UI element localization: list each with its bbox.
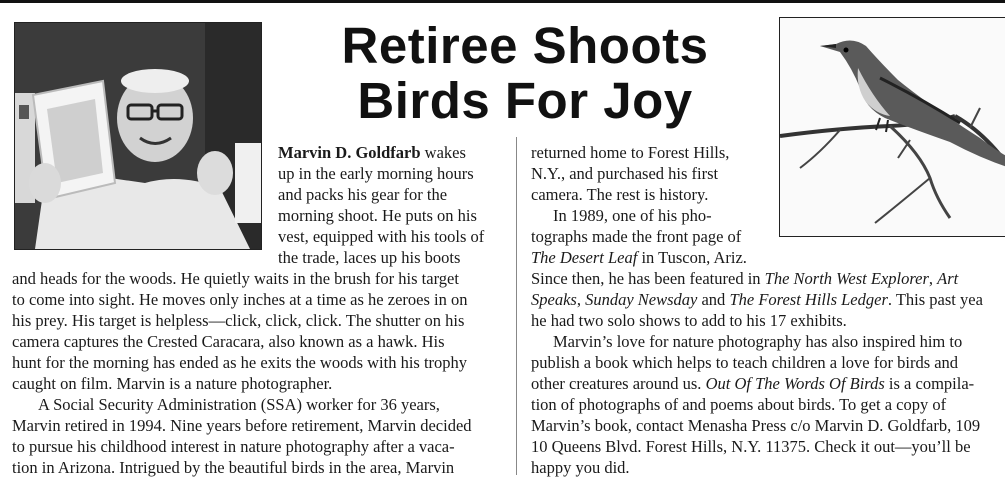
headline-line-1: Retiree Shoots (341, 17, 709, 74)
article-text-line: In 1989, one of his pho- (553, 206, 712, 225)
article-text-line: Marvin’s love for nature photography has also inspired him to (553, 332, 963, 351)
article-text-line: camera captures the Crested Caracara, also known as a hawk. His (12, 332, 445, 351)
article-text-line: his prey. His target is helpless—click, click, click. The shutter on his (12, 311, 465, 330)
person-photo-icon (15, 23, 261, 249)
article-text-line: returned home to Forest Hills, (531, 143, 730, 162)
book-title: Out Of The Words Of Birds (705, 374, 885, 393)
article-text-line: happy you did. (531, 458, 630, 477)
article-text-line: to come into sight. He moves only inches at a time as he zeroes in on (12, 290, 468, 309)
article-text-line: Speaks, Sunday Newsday and The Forest Hills Ledger. This past yea (531, 290, 983, 309)
publication-title: Sunday Newsday (585, 290, 698, 309)
article-text-line: A Social Security Administration (SSA) worker for 36 years, (38, 395, 440, 414)
article-text-line: the trade, laces up his boots (278, 248, 461, 267)
column-divider (516, 137, 517, 475)
article-text-line: 10 Queens Blvd. Forest Hills, N.Y. 11375. Check it out—you’ll be (531, 437, 971, 456)
article-text-line: Marvin’s book, contact Menasha Press c/o Marvin D. Goldfarb, 109 (531, 416, 981, 435)
bird-photo (779, 17, 1005, 237)
article-text-line: to pursue his childhood interest in nature photography after a vaca- (12, 437, 455, 456)
publication-title: The North West Explorer (764, 269, 929, 288)
article-text-line: and packs his gear for the (278, 185, 448, 204)
publication-title: The Forest Hills Ledger (729, 290, 888, 309)
article-text-line: up in the early morning hours (278, 164, 474, 183)
article-text-line: Marvin retired in 1994. Nine years before retirement, Marvin decided (12, 416, 472, 435)
article-text-line: and heads for the woods. He quietly waits in the brush for his target (12, 269, 459, 288)
publication-title: The Desert Leaf (531, 248, 638, 267)
article-text-line: Since then, he has been featured in The North West Explorer, Art (531, 269, 959, 288)
article-text-line: publish a book which helps to teach children a love for birds and (531, 353, 959, 372)
article-text-line: Marvin D. Goldfarb wakes (278, 143, 466, 162)
headline (290, 18, 760, 128)
article-text-line: caught on film. Marvin is a nature photographer. (12, 374, 333, 393)
article-text-line: tion of photographs of and poems about birds. To get a copy of (531, 395, 947, 414)
portrait-photo (14, 22, 262, 250)
publication-title: Speaks (531, 290, 577, 309)
byline-name: Marvin D. Goldfarb (278, 143, 421, 162)
article-text-line: vest, equipped with his tools of (278, 227, 485, 246)
article-text-line: N.Y., and purchased his first (531, 164, 719, 183)
publication-title: Art (937, 269, 959, 288)
article-text-line: he had two solo shows to add to his 17 exhibits. (531, 311, 847, 330)
article-text-line: morning shoot. He puts on his (278, 206, 477, 225)
article-text-line: hunt for the morning has ended as he exits the woods with his trophy (12, 353, 468, 372)
headline-line-2: Birds For Joy (357, 72, 693, 129)
bird-photo-icon (780, 18, 1005, 236)
article-text-line: The Desert Leaf in Tuscon, Ariz. (531, 248, 747, 267)
article-text-line: other creatures around us. Out Of The Words Of Birds is a compila- (531, 374, 975, 393)
article-text-line: tion in Arizona. Intrigued by the beautiful birds in the area, Marvin (12, 458, 455, 477)
top-rule (0, 0, 1005, 3)
article-text-line: tographs made the front page of (531, 227, 742, 246)
article-text-line: camera. The rest is history. (531, 185, 709, 204)
